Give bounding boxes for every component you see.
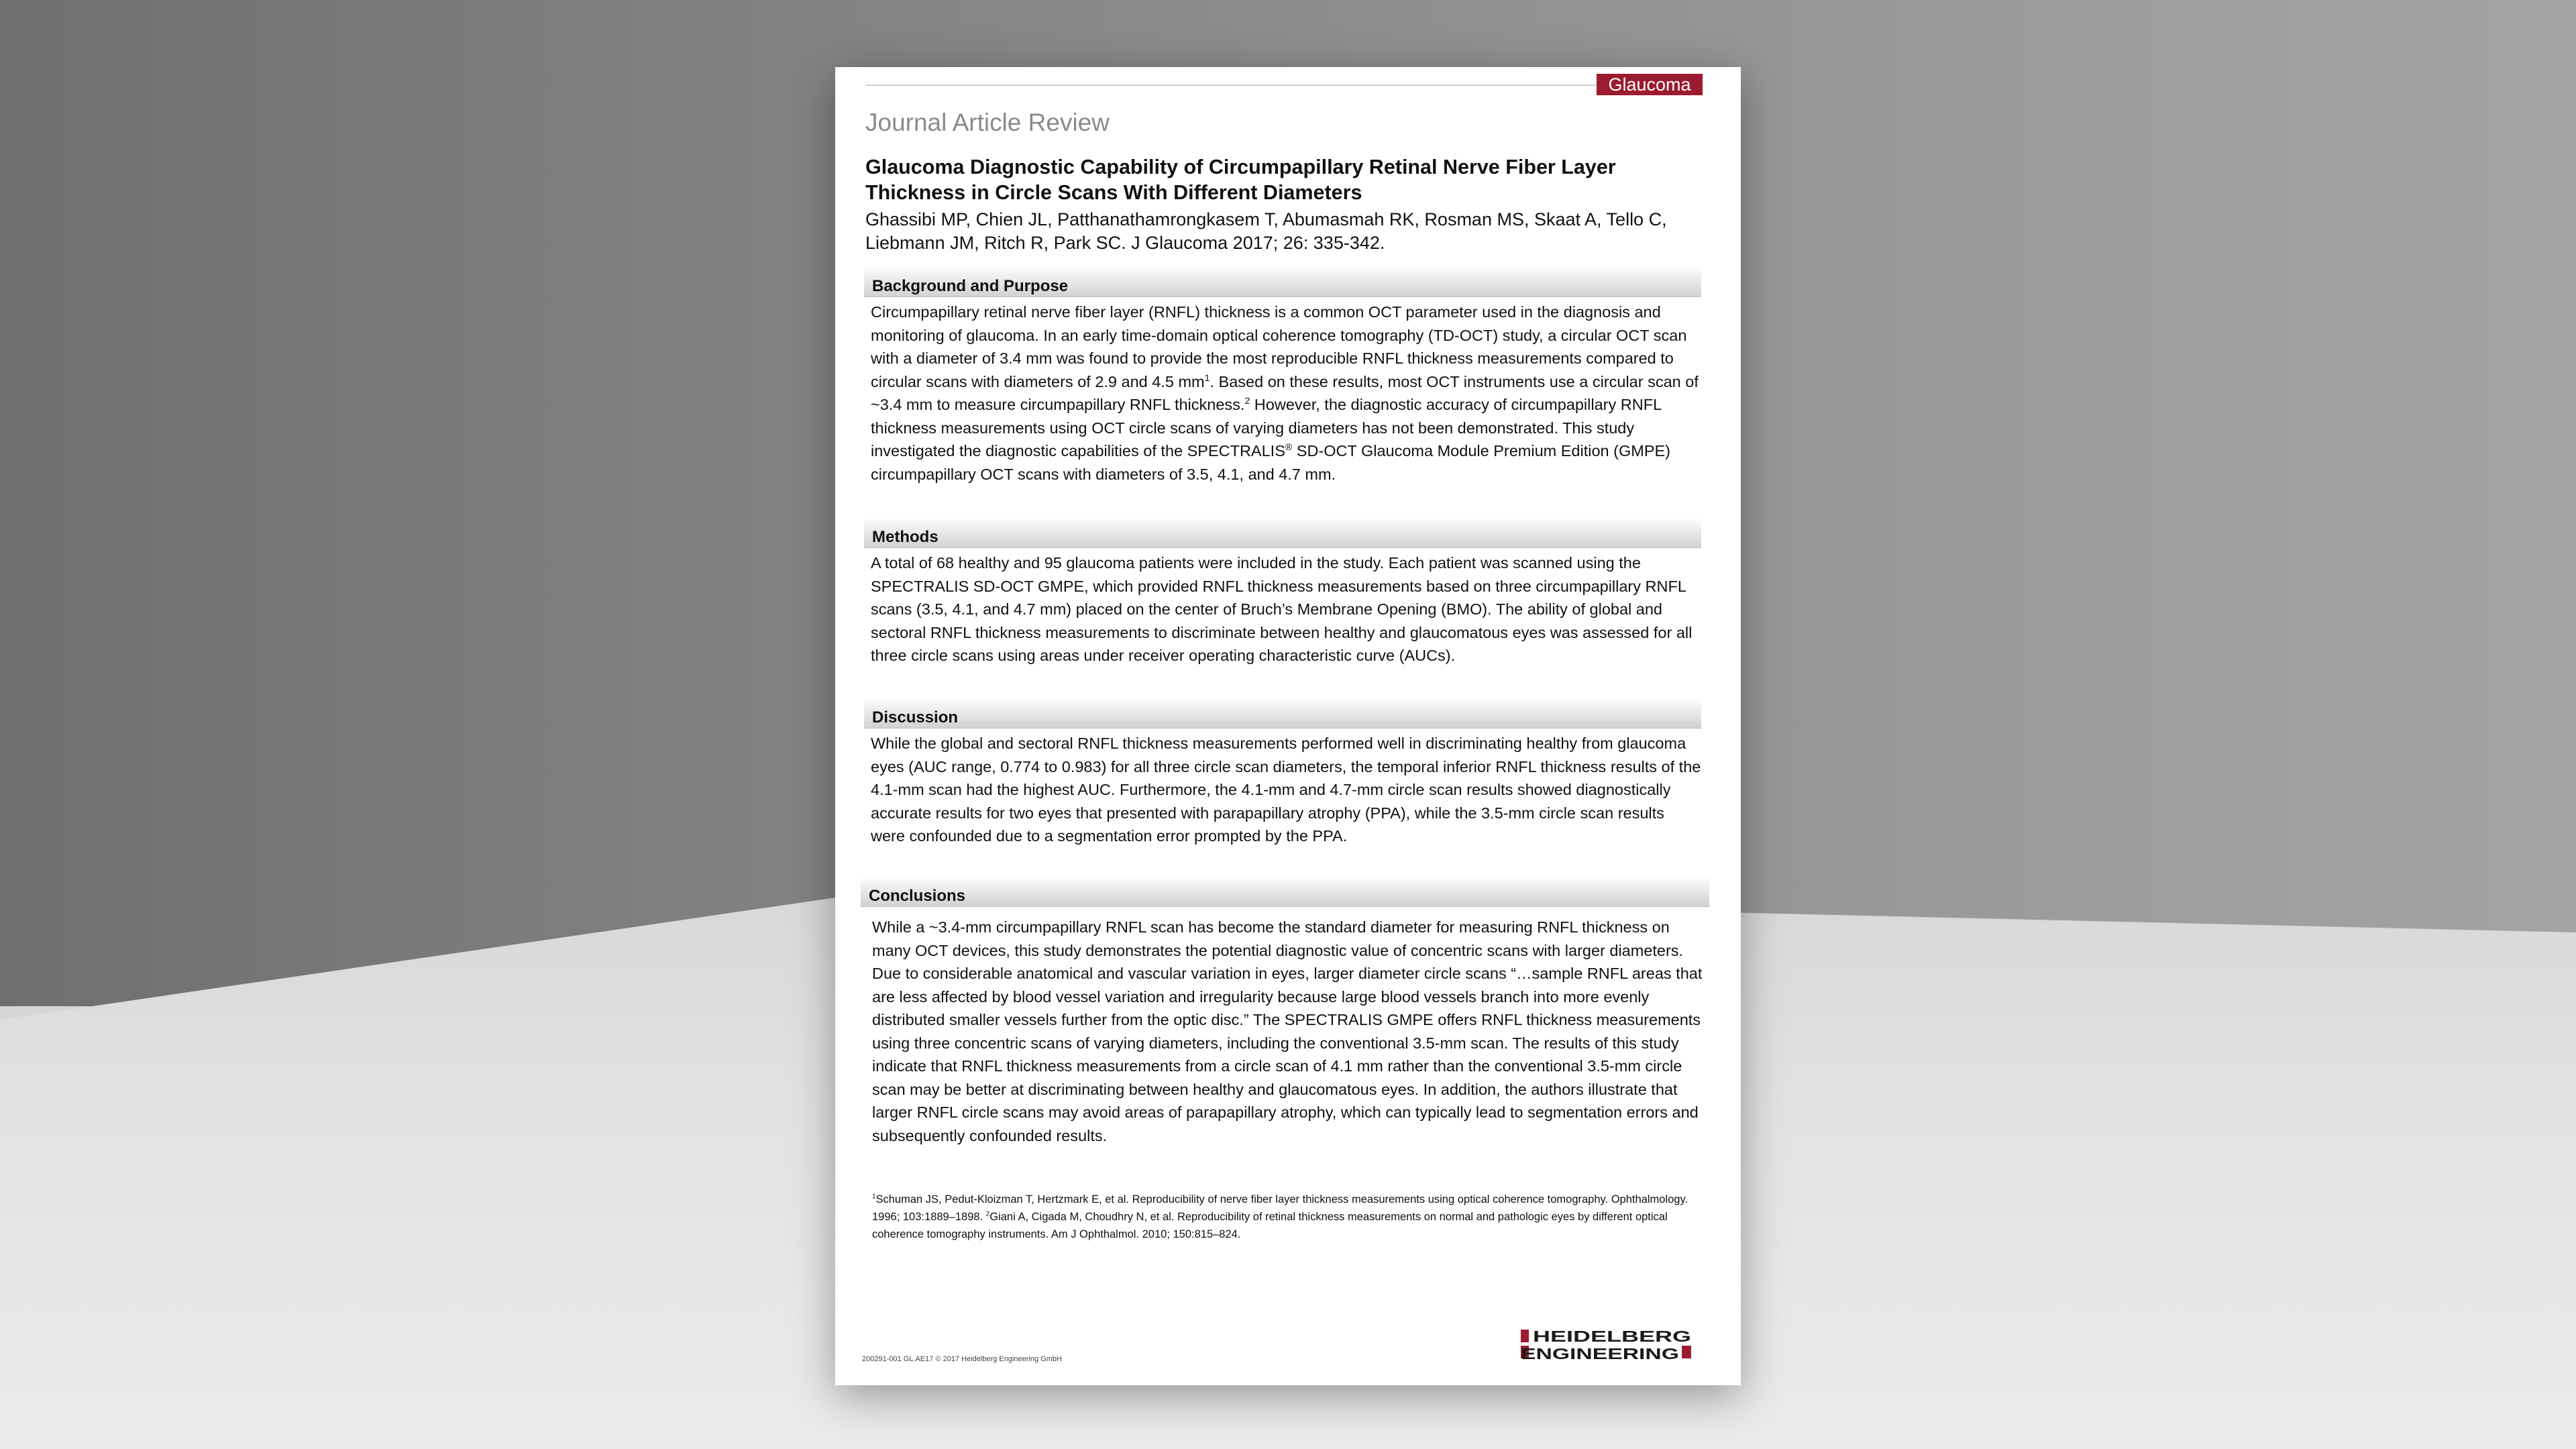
discussion-text: While the global and sectoral RNFL thickness measurements performed well in discriminating healthy from glaucoma eyes (AUC range, 0.774 to 0.983) for all three circle scan diameters, the temporal inferior RNFL thickness results of the 4.1-mm scan had the highest AUC. Furthermore, the 4.1-mm and 4.7-mm circle scan results showed diagnostically accurate results for two eyes that presented with parapapillary atrophy (PPA), while the 3.5-mm circle scan results were confounded due to a segmentation error prompted by the PPA. — [871, 735, 1701, 845]
background-text — [871, 301, 1703, 486]
article-authors: Ghassibi MP, Chien JL, Patthanathamrongkasem T, Abumasmah RK, Rosman MS, Skaat A, Tello C, Liebmann JM, Ritch R, Park SC. J Glaucoma 2017; 26: 335-342. — [865, 209, 1667, 253]
header-divider — [865, 85, 1703, 86]
footnotes — [872, 1191, 1711, 1243]
conclusions-text: While a ~3.4-mm circumpapillary RNFL scan has become the standard diameter for measuring RNFL thickness on many OCT devices, this study demonstrates the potential diagnostic value of concentric scans with larger diameters. Due to considerable anatomical and vascular variation in eyes, larger diameter circle scans “…sample RNFL areas that are less affected by blood vessel variation and irregularity because large blood vessels branch into more evenly distributed smaller vessels further from the optic disc.” The SPECTRALIS GMPE offers RNFL thickness measurements using three concentric scans of varying diameters, including the conventional 3.5-mm scan. The results of this study indicate that RNFL thickness measurements from a circle scan of 4.1 mm rather than the conventional 3.5-mm circle scan may be better at discriminating between healthy and glaucomatous eyes. In addition, the authors illustrate that larger RNFL circle scans may avoid areas of parapapillary atrophy, which can typically lead to segmentation errors and subsequently confounded results. — [872, 918, 1703, 1144]
footnote-1: Schuman JS, Pedut-Kloizman T, Hertzmark E, et al. Reproducibility of nerve fiber layer thickness measurements using optical coherence tomography. Ophthalmology. 1996; 103:1889–1898. — [872, 1193, 1688, 1223]
background-text-part1: Circumpapillary retinal nerve fiber layer (RNFL) thickness is a common OCT parameter used in the diagnosis and monitoring of glaucoma. In an early time-domain optical coherence tomography (TD-OCT) study, a circular OCT scan with a diameter of 3.4 mm was found to provide the most reproducible RNFL thickness measurements compared to circular scans with diameters of 2.9 and 4.5 mm — [871, 303, 1687, 390]
section-header-conclusions — [861, 877, 1709, 907]
section-header-background — [864, 267, 1701, 297]
footnote-2-marker: 2 — [985, 1210, 990, 1218]
background-text-part4: SD-OCT Glaucoma Module Premium Edition (GMPE) circumpapillary OCT scans with diameters of 3.5, 4.1, and 4.7 mm. — [871, 442, 1670, 483]
topic-tag: Glaucoma — [1597, 74, 1703, 95]
logo-text-heidelberg: HEIDELBERG — [1533, 1328, 1691, 1345]
article-page — [835, 67, 1741, 1385]
review-label: Journal Article Review — [865, 109, 1110, 136]
background-text-part2: . Based on these results, most OCT instruments use a circular scan of ~3.4 mm to measure circumpapillary RNFL thickness. — [871, 372, 1699, 413]
background-text-part3: However, the diagnostic accuracy of circumpapillary RNFL thickness measurements using OCT circle scans of varying diameters has not been demonstrated. This study investigated the diagnostic capabilities of the SPECTRALIS — [871, 396, 1662, 460]
footer-code: 200291-001 GL.AE17 © 2017 Heidelberg Engineering GmbH — [862, 1355, 1062, 1363]
section-heading-discussion: Discussion — [872, 708, 959, 727]
methods-text: A total of 68 healthy and 95 glaucoma patients were included in the study. Each patient was scanned using the SPECTRALIS SD-OCT GMPE, which provided RNFL thickness measurements based on three circumpapillary RNFL scans (3.5, 4.1, and 4.7 mm) placed on the center of Bruch’s Membrane Opening (BMO). The ability of global and sectoral RNFL thickness measurements to discriminate between healthy and glaucomatous eyes was assessed for all three circle scans using areas under receiver operating characteristic curve (AUCs). — [871, 554, 1693, 664]
article-title: Glaucoma Diagnostic Capability of Circumpapillary Retinal Nerve Fiber Layer Thickness in Circle Scans With Different Diameters — [865, 156, 1616, 204]
section-heading-conclusions: Conclusions — [869, 887, 966, 905]
footnote-1-marker: 1 — [872, 1193, 876, 1201]
footnote-2: Giani A, Cigada M, Choudhry N, et al. Reproducibility of retinal thickness measurements on normal and pathologic eyes by different optical coherence tomography instruments. Am J Ophthalmol. 2010; 150:815–824. — [872, 1211, 1668, 1240]
registered-mark: ® — [1285, 441, 1293, 453]
section-heading-background: Background and Purpose — [872, 277, 1069, 295]
heidelberg-engineering-logo — [1521, 1327, 1695, 1362]
section-header-discussion — [864, 698, 1701, 729]
citation-2: 2 — [1244, 395, 1250, 407]
citation-1: 1 — [1204, 372, 1210, 383]
section-heading-methods: Methods — [872, 528, 938, 546]
logo-text-engineering: ENGINEERING — [1521, 1345, 1679, 1362]
section-header-methods — [864, 518, 1701, 548]
